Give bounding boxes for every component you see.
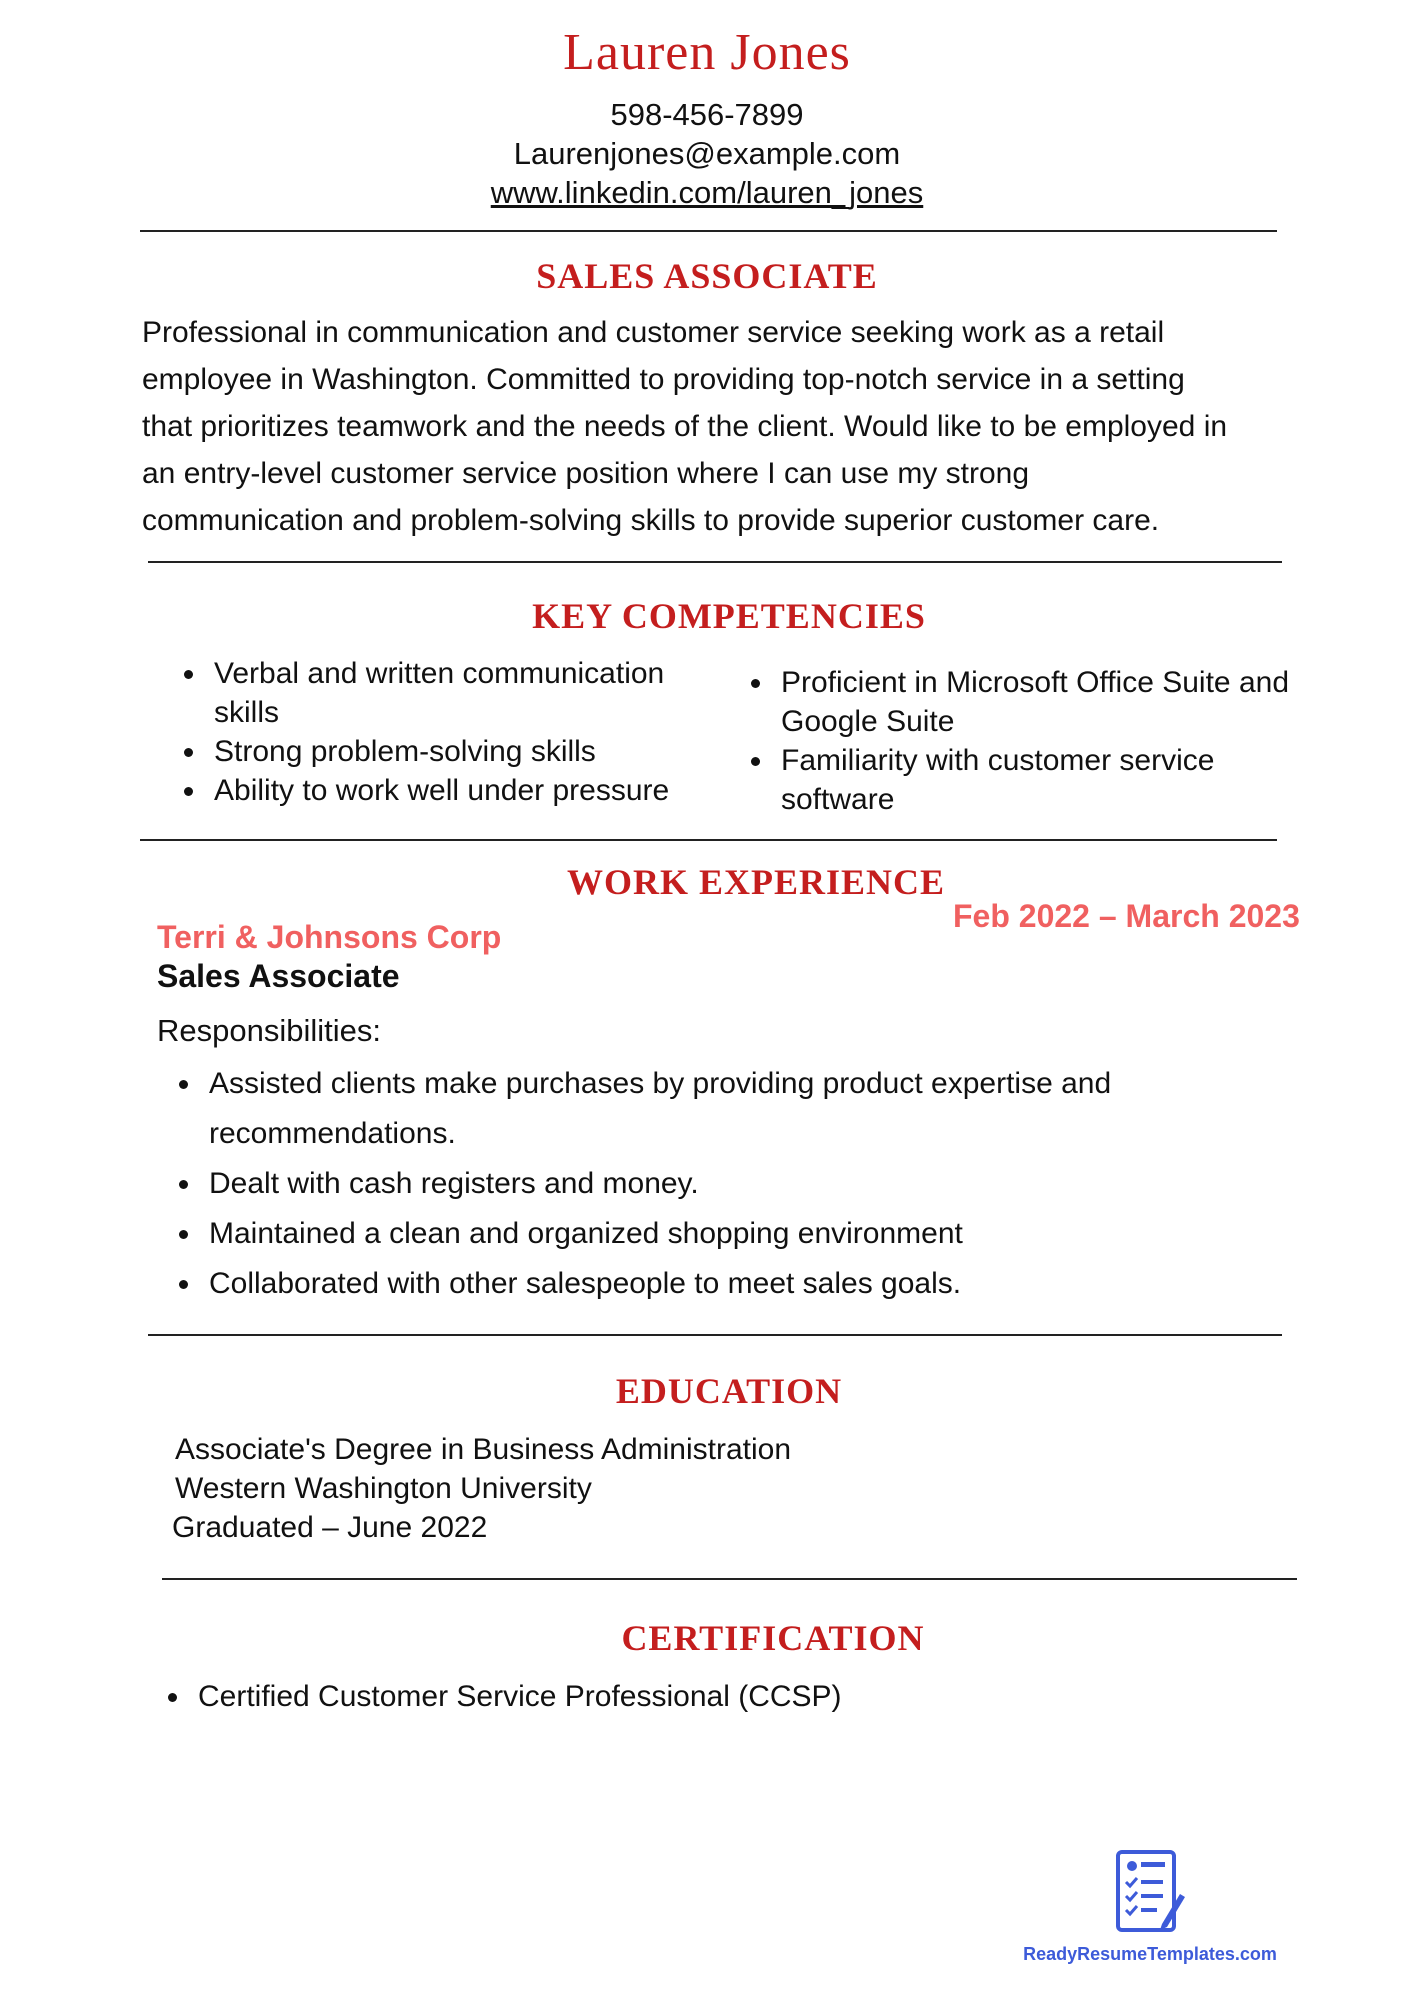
responsibilities-label: Responsibilities: — [157, 1013, 381, 1048]
list-item: Proficient in Microsoft Office Suite and Google Suite — [747, 663, 1341, 741]
list-item: Ability to work well under pressure — [180, 771, 720, 810]
divider — [140, 230, 1277, 232]
responsibilities-list — [175, 1059, 1275, 1309]
divider — [148, 561, 1282, 563]
list-item: Assisted clients make purchases by providing product expertise and recommendations. — [175, 1059, 1189, 1159]
competencies-right-list — [747, 663, 1327, 819]
linkedin-link[interactable]: www.linkedin.com/lauren_jones — [490, 175, 924, 210]
education-graduated: Graduated – June 2022 — [172, 1511, 488, 1544]
phone-number: 598-456-7899 — [610, 97, 804, 132]
list-item: Verbal and written communication skills — [180, 654, 684, 732]
divider — [140, 839, 1277, 841]
resume-checklist-icon — [1114, 1850, 1186, 1934]
footer-brand: ReadyResumeTemplates.com — [1023, 1944, 1277, 1964]
linkedin-line — [0, 174, 1414, 212]
certification-title: CERTIFICATION — [621, 1618, 925, 1658]
list-item: Collaborated with other salespeople to meet sales goals. — [175, 1259, 1275, 1309]
summary-line: an entry-level customer service position where I can use my strong — [142, 457, 1030, 490]
divider — [162, 1578, 1297, 1580]
competencies-title: KEY COMPETENCIES — [532, 596, 926, 636]
summary-text — [142, 309, 1322, 544]
certification-list — [164, 1677, 1164, 1717]
email-address: Laurenjones@example.com — [513, 136, 901, 171]
summary-title: SALES ASSOCIATE — [536, 256, 878, 296]
summary-line: communication and problem-solving skills to provide superior customer care. — [142, 504, 1160, 537]
list-item: Certified Customer Service Professional (CCSP) — [164, 1677, 1164, 1717]
list-item: Dealt with cash registers and money. — [175, 1159, 1275, 1209]
competencies-left-list — [180, 654, 720, 810]
company-name: Terri & Johnsons Corp — [157, 919, 502, 955]
education-title: EDUCATION — [615, 1371, 843, 1411]
education-degree: Associate's Degree in Business Administration — [175, 1433, 792, 1466]
job-title: Sales Associate — [157, 958, 400, 994]
summary-line: that prioritizes teamwork and the needs of the client. Would like to be employed in — [142, 410, 1228, 443]
list-item: Maintained a clean and organized shopping environment — [175, 1209, 1275, 1259]
experience-dates: Feb 2022 – March 2023 — [953, 898, 1300, 934]
candidate-name: Lauren Jones — [563, 24, 851, 81]
education-school: Western Washington University — [175, 1472, 592, 1505]
summary-line: employee in Washington. Committed to providing top-notch service in a setting — [142, 363, 1185, 396]
list-item: Strong problem-solving skills — [180, 732, 720, 771]
list-item: Familiarity with customer service software — [747, 741, 1281, 819]
divider — [148, 1334, 1282, 1336]
experience-title: WORK EXPERIENCE — [566, 862, 946, 902]
summary-line: Professional in communication and customer service seeking work as a retail — [142, 316, 1165, 349]
